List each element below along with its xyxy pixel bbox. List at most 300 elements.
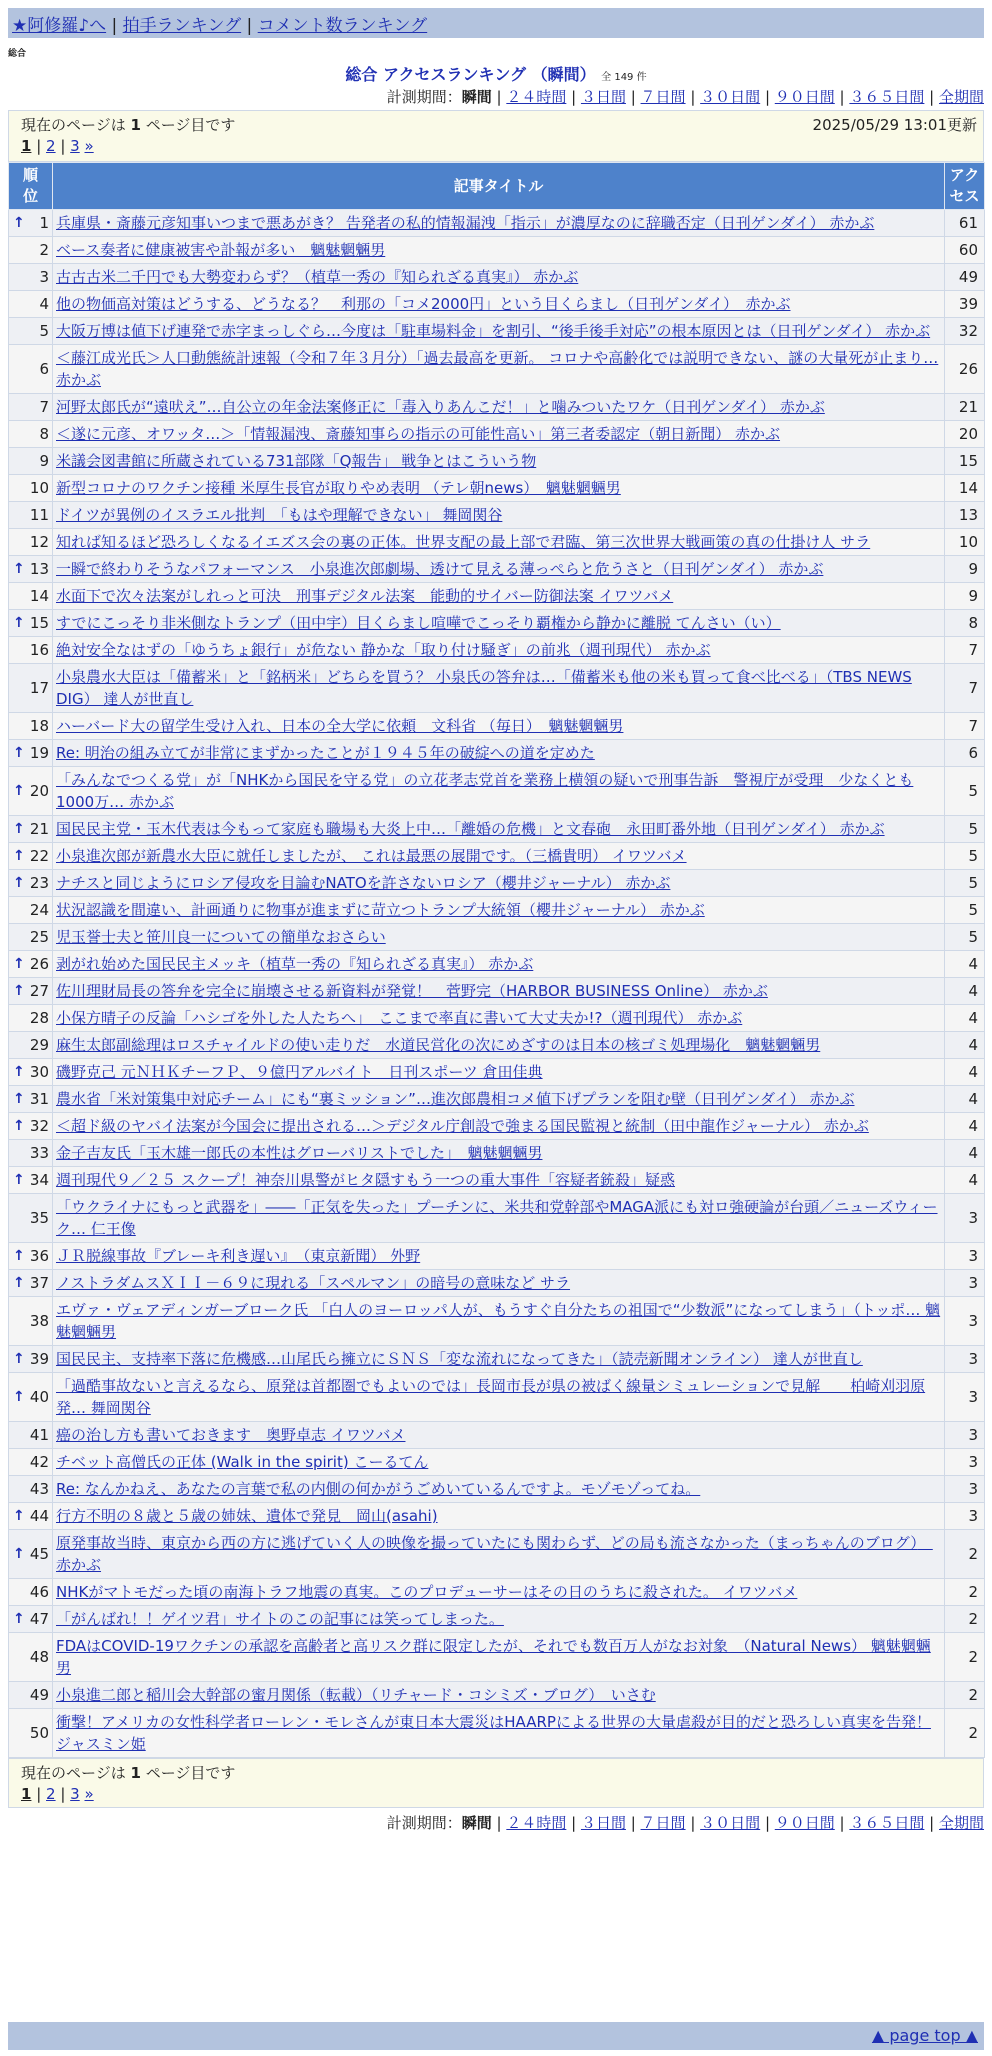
title-cell (53, 502, 945, 529)
rank-up-arrow-icon: ↑ (13, 1172, 25, 1188)
article-link[interactable]: 絶対安全なはずの「ゆうちょ銀行」が危ない 静かな「取り付け騒ぎ」の前兆（週刊現代） 赤かぶ (56, 641, 711, 659)
rank-up-arrow-icon: ↑ (13, 215, 25, 231)
rank-number: 14 (29, 587, 49, 605)
access-count: 3 (945, 1449, 985, 1476)
access-count: 6 (945, 740, 985, 767)
rank-cell (9, 816, 53, 843)
rank-number: 7 (39, 398, 49, 416)
article-link[interactable]: チベット高僧氏の正体 (Walk in the spirit) こーるてん (56, 1453, 429, 1471)
period-current: 瞬間 (461, 1814, 492, 1832)
period-current: 瞬間 (461, 88, 492, 106)
article-link[interactable]: ＜藤江成光氏＞人口動態統計速報（令和７年３月分）「過去最高を更新。 コロナや高齢化では説明できない、謎の大量死が止まり… 赤かぶ (56, 349, 939, 389)
nav-separator: | (111, 16, 118, 36)
access-count: 5 (945, 897, 985, 924)
title-cell (53, 1633, 945, 1682)
article-link[interactable]: 他の物価高対策はどうする、どうなる？ 利那の「コメ2000円」という目くらまし（日刊ゲンダイ） 赤かぶ (56, 295, 791, 313)
page-separator: | (31, 137, 47, 155)
period-option[interactable]: 全期間 (938, 88, 984, 106)
rank-cell (9, 1005, 53, 1032)
period-separator: | (625, 88, 641, 106)
rank-cell (9, 291, 53, 318)
table-header-row (9, 163, 985, 210)
rank-number: 43 (29, 1480, 49, 1498)
title-cell (53, 1449, 945, 1476)
access-count: 14 (945, 475, 985, 502)
rank-cell (9, 1476, 53, 1503)
article-link[interactable]: すでにこっそり非米側なトランプ（田中宇）目くらまし喧嘩でこっそり覇権から静かに離脱 てんさい（い） (56, 614, 781, 632)
rank-cell (9, 870, 53, 897)
title-cell (53, 1167, 945, 1194)
access-count: 2 (945, 1606, 985, 1633)
table-row (9, 1005, 985, 1032)
page-link[interactable]: 2 (46, 137, 56, 155)
rank-up-arrow-icon: ↑ (13, 1275, 25, 1291)
next-page-link[interactable]: » (84, 1785, 94, 1803)
table-row (9, 924, 985, 951)
table-row (9, 1140, 985, 1167)
rank-number: 25 (29, 928, 49, 946)
footer-bar (8, 2022, 984, 2050)
table-row (9, 1709, 985, 1758)
period-separator: | (685, 1814, 701, 1832)
article-link[interactable]: 金子吉友氏「玉木雄一郎氏の本性はグローバリストでした」 魑魅魍魎男 (56, 1144, 543, 1162)
table-row (9, 1346, 985, 1373)
rank-cell (9, 1140, 53, 1167)
table-row (9, 1194, 985, 1243)
access-count: 2 (945, 1579, 985, 1606)
article-link[interactable]: 週刊現代９／２５ スクープ！神奈川県警がヒタ隠すもう一つの重大事件「容疑者銃殺」疑惑 (56, 1171, 676, 1189)
rank-number: 49 (29, 1686, 49, 1704)
table-row (9, 583, 985, 610)
next-page-link[interactable]: » (84, 137, 94, 155)
rank-number: 15 (29, 614, 49, 632)
table-row (9, 767, 985, 816)
rank-cell (9, 502, 53, 529)
period-separator: | (566, 88, 581, 106)
access-count: 9 (945, 583, 985, 610)
title-cell (53, 318, 945, 345)
access-count: 4 (945, 1005, 985, 1032)
period-option[interactable]: ７日間 (640, 88, 686, 106)
rank-number: 17 (29, 679, 49, 697)
access-count: 3 (945, 1194, 985, 1243)
title-cell (53, 1579, 945, 1606)
table-row (9, 1032, 985, 1059)
period-option[interactable]: 全期間 (938, 1814, 984, 1832)
title-cell (53, 1346, 945, 1373)
clap-ranking-link[interactable]: 拍手ランキング (122, 16, 242, 36)
access-count: 3 (945, 1503, 985, 1530)
rank-up-arrow-icon: ↑ (13, 615, 25, 631)
rank-number: 19 (29, 744, 49, 762)
pagination-top (21, 137, 971, 155)
period-separator: | (834, 1814, 850, 1832)
article-link[interactable]: ノストラダムスＸＩＩ－６９に現れる「スペルマン」の暗号の意味など サラ (56, 1274, 571, 1292)
rank-number: 24 (29, 901, 49, 919)
title-cell (53, 978, 945, 1005)
title-cell (53, 637, 945, 664)
article-link[interactable]: 国民民主党・玉木代表は今もって家庭も職場も大炎上中…「離婚の危機」と文春砲 永田町番外地（日刊ゲンダイ） 赤かぶ (56, 820, 885, 838)
period-option[interactable]: ７日間 (640, 1814, 686, 1832)
article-link[interactable]: 「がんばれ！！ゲイツ君」サイトのこの記事には笑ってしまった。 (56, 1610, 504, 1628)
rank-cell (9, 713, 53, 740)
article-link[interactable]: ドイツが異例のイスラエル批判 「もはや理解できない」 舞岡関谷 (56, 506, 503, 524)
access-count: 13 (945, 502, 985, 529)
title-cell (53, 1059, 945, 1086)
rank-up-arrow-icon: ↑ (13, 875, 25, 891)
access-count: 2 (945, 1682, 985, 1709)
page-info-top (8, 110, 984, 162)
rank-cell (9, 421, 53, 448)
title-cell (53, 1606, 945, 1633)
rank-number: 42 (29, 1453, 49, 1471)
rank-up-arrow-icon: ↑ (13, 821, 25, 837)
period-option[interactable]: ３日間 (580, 1814, 626, 1832)
table-row (9, 1113, 985, 1140)
access-count: 2 (945, 1530, 985, 1579)
table-row (9, 951, 985, 978)
table-row (9, 843, 985, 870)
table-row (9, 1422, 985, 1449)
title-cell (53, 713, 945, 740)
table-row (9, 210, 985, 237)
page-link-current[interactable]: 1 (21, 1785, 32, 1803)
rank-cell (9, 1606, 53, 1633)
access-count: 2 (945, 1633, 985, 1682)
rank-number: 2 (39, 241, 49, 259)
page-link[interactable]: 2 (46, 1785, 56, 1803)
rank-header: 順 位 (9, 163, 53, 210)
article-link[interactable]: 児玉誉士夫と笹川良一についての簡単なおさらい (56, 928, 386, 946)
access-count: 4 (945, 1140, 985, 1167)
rank-cell (9, 1059, 53, 1086)
table-row (9, 237, 985, 264)
table-row (9, 421, 985, 448)
rank-cell (9, 1709, 53, 1758)
page-status: 現在のページは 1 ページ目です (21, 1764, 236, 1782)
title-cell (53, 1113, 945, 1140)
period-separator: | (924, 1814, 939, 1832)
article-link[interactable]: 麻生太郎副総理はロスチャイルドの使い走りだ 水道民営化の次にめざすのは日本の核ゴミ処理場化 魑魅魍魎男 (56, 1036, 821, 1054)
article-link[interactable]: 小泉農水大臣は「備蓄米」と「銘柄米」どちらを買う？ 小泉氏の答弁は…「備蓄米も他の米も買って食べ比べる」（TBS NEWS DIG） 達人が世直し (56, 668, 912, 708)
period-option[interactable]: ３日間 (580, 88, 626, 106)
title-cell (53, 529, 945, 556)
table-row (9, 1086, 985, 1113)
article-link[interactable]: ナチスと同じようにロシア侵攻を目論むNATOを許さないロシア（櫻井ジャーナル） 赤かぶ (56, 874, 671, 892)
table-row (9, 1579, 985, 1606)
article-link[interactable]: 小保方晴子の反論「ハシゴを外した人たちへ」 ここまで率直に書いて大丈夫か!?（週刊現代） 赤かぶ (56, 1009, 743, 1027)
page-top-link[interactable]: ▲ page top ▲ (871, 2026, 978, 2045)
title-cell (53, 291, 945, 318)
article-link[interactable]: 癌の治し方も書いておきます 奥野卓志 イワツバメ (56, 1426, 406, 1444)
table-row (9, 1373, 985, 1422)
article-link[interactable]: 農水省「米対策集中対応チーム」にも“裏ミッション”…進次郎農相コメ値下げプランを阻む壁（日刊ゲンダイ） 赤かぶ (56, 1090, 855, 1108)
article-link[interactable]: 原発事故当時、東京から西の方に逃げていく人の映像を撮っていたにも関わらず、どの局も流さなかった（まっちゃんのブログ） 赤かぶ (56, 1534, 933, 1574)
access-count: 61 (945, 210, 985, 237)
rank-up-arrow-icon: ↑ (13, 956, 25, 972)
rank-up-arrow-icon: ↑ (13, 1546, 25, 1562)
article-link[interactable]: NHKがマトモだった頃の南海トラフ地震の真実。このプロデューサーはその日のうちに殺された。 イワツバメ (56, 1583, 798, 1601)
article-link[interactable]: FDAはCOVID-19ワクチンの承認を高齢者と高リスク群に限定したが、それでも数百万人がなお対象 （Natural News） 魑魅魍魎男 (56, 1637, 931, 1677)
period-separator: | (566, 1814, 581, 1832)
rank-cell (9, 1579, 53, 1606)
rank-up-arrow-icon: ↑ (13, 783, 25, 799)
period-label: 計測期間： (386, 88, 462, 106)
access-count: 7 (945, 713, 985, 740)
access-count: 5 (945, 924, 985, 951)
rank-cell (9, 448, 53, 475)
rank-cell (9, 556, 53, 583)
article-link[interactable]: 「ウクライナにもっと武器を」――「正気を失った」プーチンに、米共和党幹部やMAGA派にも対ロ強硬論が台頭／ニューズウィーク… 仁王像 (56, 1198, 938, 1238)
title-cell (53, 1682, 945, 1709)
page-status: 現在のページは 1 ページ目です (21, 116, 236, 134)
access-count: 5 (945, 843, 985, 870)
page-link[interactable]: 3 (70, 1785, 80, 1803)
period-option[interactable]: ３０日間 (700, 88, 761, 106)
access-count: 4 (945, 1113, 985, 1140)
rank-up-arrow-icon: ↑ (13, 1248, 25, 1264)
access-count: 4 (945, 1086, 985, 1113)
rank-number: 5 (39, 322, 49, 340)
article-link[interactable]: ＜遂に元彦、オワッタ…＞「情報漏洩、斎藤知事らの指示の可能性高い」第三者委認定（朝日新聞） 赤かぶ (56, 425, 781, 443)
table-row (9, 1503, 985, 1530)
rank-cell (9, 1113, 53, 1140)
article-link[interactable]: 小泉進次郎が新農水大臣に就任しましたが、 これは最悪の展開です。（三橋貴明） イワツバメ (56, 847, 687, 865)
title-cell (53, 583, 945, 610)
page-separator: | (55, 1785, 71, 1803)
article-link[interactable]: 「みんなでつくる党」が「NHKから国民を守る党」の立花孝志党首を業務上横領の疑いで刑事告訴 警視庁が受理 少なくとも1000万… 赤かぶ (56, 771, 914, 811)
rank-number: 22 (29, 847, 49, 865)
article-link[interactable]: 大阪万博は値下げ連発で赤字まっしぐら…今度は「駐車場料金」を割引、“後手後手対応”の根本原因とは（日刊ゲンダイ） 赤かぶ (56, 322, 931, 340)
rank-number: 40 (29, 1388, 49, 1406)
title-cell (53, 210, 945, 237)
rank-up-arrow-icon: ↑ (13, 1508, 25, 1524)
article-link[interactable]: 状況認識を間違い、計画通りに物事が進まずに苛立つトランプ大統領（櫻井ジャーナル） 赤かぶ (56, 901, 705, 919)
rank-up-arrow-icon: ↑ (13, 1091, 25, 1107)
period-separator: | (760, 88, 775, 106)
access-count: 7 (945, 637, 985, 664)
table-row (9, 502, 985, 529)
title-cell (53, 1709, 945, 1758)
table-row (9, 870, 985, 897)
table-row (9, 1243, 985, 1270)
rank-cell (9, 843, 53, 870)
period-selector-bottom (387, 1812, 984, 1833)
table-row (9, 1530, 985, 1579)
rank-number: 30 (29, 1063, 49, 1081)
rank-number: 36 (29, 1247, 49, 1265)
table-row (9, 740, 985, 767)
title-cell (53, 421, 945, 448)
rank-up-arrow-icon: ↑ (13, 983, 25, 999)
article-link[interactable]: 一瞬で終わりそうなパフォーマンス 小泉進次郎劇場、透けて見える薄っぺらと危うさと（日刊ゲンダイ） 赤かぶ (56, 560, 824, 578)
rank-number: 39 (29, 1350, 49, 1368)
rank-number: 21 (29, 820, 49, 838)
page-separator: | (31, 1785, 47, 1803)
rank-number: 27 (29, 982, 49, 1000)
table-row (9, 529, 985, 556)
table-row (9, 1167, 985, 1194)
period-option[interactable]: ３０日間 (700, 1814, 761, 1832)
access-count: 7 (945, 664, 985, 713)
title-cell (53, 664, 945, 713)
pagination-bottom (21, 1785, 971, 1803)
rank-cell (9, 475, 53, 502)
article-link[interactable]: 新型コロナのワクチン接種 米厚生長官が取りやめ表明 （テレ朝news） 魑魅魍魎男 (56, 479, 621, 497)
article-link[interactable]: Re: なんかねえ、あなたの言葉で私の内側の何かがうごめいているんですよ。モゾモゾってね。 (56, 1480, 701, 1498)
comment-ranking-link[interactable]: コメント数ランキング (257, 16, 428, 36)
page-link[interactable]: 3 (70, 137, 80, 155)
page-info-bottom (8, 1758, 984, 1808)
article-link[interactable]: 知れば知るほど恐ろしくなるイエズス会の裏の正体。世界支配の最上部で君臨、第三次世界大戦画策の真の仕掛け人 サラ (56, 533, 871, 551)
rank-number: 45 (29, 1545, 49, 1563)
article-link[interactable]: 剥がれ始めた国民民主メッキ（植草一秀の『知られざる真実』） 赤かぶ (56, 955, 534, 973)
rank-cell (9, 1346, 53, 1373)
access-count: 5 (945, 870, 985, 897)
article-link[interactable]: 米議会図書館に所蔵されている731部隊「Q報告」 戦争とはこういう物 (56, 452, 537, 470)
ranking-table (8, 162, 985, 1758)
access-count: 8 (945, 610, 985, 637)
period-selector-top (387, 86, 984, 107)
rank-number: 12 (29, 533, 49, 551)
title-cell (53, 1086, 945, 1113)
title-cell (53, 1530, 945, 1579)
table-row (9, 713, 985, 740)
article-link[interactable]: 小泉進二郎と稲川会大幹部の蜜月関係（転載）（リチャード・コシミズ・ブログ） いさむ (56, 1686, 656, 1704)
article-link[interactable]: 国民民主、支持率下落に危機感…山尾氏ら擁立にＳＮＳ「変な流れになってきた」（読売新聞オンライン） 達人が世直し (56, 1350, 863, 1368)
period-option[interactable]: ２４時間 (506, 88, 567, 106)
access-count: 10 (945, 529, 985, 556)
access-count: 49 (945, 264, 985, 291)
period-option[interactable]: ３６５日間 (849, 1814, 925, 1832)
rank-cell (9, 1243, 53, 1270)
title-cell (53, 767, 945, 816)
access-count: 3 (945, 1476, 985, 1503)
rank-cell (9, 1422, 53, 1449)
title-cell (53, 951, 945, 978)
rank-number: 26 (29, 955, 49, 973)
rank-up-arrow-icon: ↑ (13, 1064, 25, 1080)
access-count: 5 (945, 767, 985, 816)
article-link[interactable]: 「過酷事故ないと言えるなら、原発は首都圏でもよいのでは」長岡市長が県の被ばく線量シミュレーションで見解 柏崎刈羽原発… 舞岡関谷 (56, 1377, 926, 1417)
article-link[interactable]: 古古古米二千円でも大勢変わらず？（植草一秀の『知られざる真実』） 赤かぶ (56, 268, 579, 286)
title-cell (53, 1373, 945, 1422)
period-separator: | (834, 88, 850, 106)
article-link[interactable]: 水面下で次々法案がしれっと可決 刑事デジタル法案 能動的サイバー防御法案 イワツバメ (56, 587, 674, 605)
article-link[interactable]: 磯野克己 元ＮＨＫチーフＰ、９億円アルバイト 日刊スポーツ 倉田佳典 (56, 1063, 543, 1081)
table-row (9, 1606, 985, 1633)
access-count: 4 (945, 951, 985, 978)
rank-up-arrow-icon: ↑ (13, 745, 25, 761)
rank-cell (9, 1194, 53, 1243)
page-title (0, 62, 992, 85)
table-row (9, 1270, 985, 1297)
title-cell (53, 448, 945, 475)
page-link-current[interactable]: 1 (21, 137, 32, 155)
table-row (9, 318, 985, 345)
access-count: 60 (945, 237, 985, 264)
rank-cell (9, 637, 53, 664)
title-cell (53, 1140, 945, 1167)
table-row (9, 475, 985, 502)
rank-cell (9, 610, 53, 637)
table-row (9, 1449, 985, 1476)
rank-number: 44 (29, 1507, 49, 1525)
article-link[interactable]: ベース奏者に健康被害や訃報が多い 魑魅魍魎男 (56, 241, 386, 259)
rank-up-arrow-icon: ↑ (13, 1389, 25, 1405)
rank-up-arrow-icon: ↑ (13, 1351, 25, 1367)
category-label: 総合 (8, 49, 27, 59)
table-row (9, 637, 985, 664)
rank-number: 35 (29, 1209, 49, 1227)
table-row (9, 1682, 985, 1709)
title-cell (53, 475, 945, 502)
table-row (9, 1059, 985, 1086)
access-count: 20 (945, 421, 985, 448)
article-link[interactable]: 衝撃！アメリカの女性科学者ローレン・モレさんが東日本大震災はHAARPによる世界の大量虐殺が目的だと恐ろしい真実を告発！ ジャスミン姫 (56, 1713, 931, 1753)
period-option[interactable]: ９０日間 (774, 88, 835, 106)
article-link[interactable]: 行方不明の８歳と５歳の姉妹、遺体で発見 岡山(asahi) (56, 1507, 438, 1525)
rank-cell (9, 1633, 53, 1682)
home-link[interactable]: ★阿修羅♪へ (12, 16, 107, 36)
access-count: 3 (945, 1346, 985, 1373)
article-link[interactable]: Re: 明治の組み立てが非常にまずかったことが１９４５年の破綻への道を定めた (56, 744, 595, 762)
period-separator: | (685, 88, 701, 106)
rank-number: 37 (29, 1274, 49, 1292)
article-link[interactable]: ＜超ド級のヤバイ法案が今国会に提出される…＞デジタル庁創設で強まる国民監視と統制（田中龍作ジャーナル） 赤かぶ (56, 1117, 869, 1135)
table-row (9, 556, 985, 583)
rank-cell (9, 1032, 53, 1059)
period-option[interactable]: ３６５日間 (849, 88, 925, 106)
rank-cell (9, 318, 53, 345)
rank-number: 6 (39, 360, 49, 378)
access-count: 9 (945, 556, 985, 583)
article-link[interactable]: エヴァ・ヴェアディンガーブローク氏 「白人のヨーロッパ人が、もうすぐ自分たちの祖国で“少数派”になってしまう」（トッポ… 魑魅魍魎男 (56, 1301, 941, 1341)
title-cell (53, 816, 945, 843)
period-label: 計測期間： (386, 1814, 462, 1832)
rank-cell (9, 1530, 53, 1579)
rank-cell (9, 740, 53, 767)
period-separator: | (491, 1814, 507, 1832)
article-link[interactable]: 兵庫県・斎藤元彦知事いつまで悪あがき？ 告発者の私的情報漏洩「指示」が濃厚なのに辞職否定（日刊ゲンダイ） 赤かぶ (56, 214, 875, 232)
table-row (9, 978, 985, 1005)
rank-cell (9, 767, 53, 816)
access-count: 32 (945, 318, 985, 345)
title-cell (53, 394, 945, 421)
period-option[interactable]: ２４時間 (506, 1814, 567, 1832)
article-link[interactable]: ＪＲ脱線事故『ブレーキ利き遅い』 （東京新聞） 外野 (56, 1247, 421, 1265)
article-link[interactable]: 河野太郎氏が“遠吠え”…自公立の年金法案修正に「毒入りあんこだ！」と噛みついたワケ（日刊ゲンダイ） 赤かぶ (56, 398, 825, 416)
period-option[interactable]: ９０日間 (774, 1814, 835, 1832)
rank-cell (9, 1297, 53, 1346)
access-count: 3 (945, 1373, 985, 1422)
rank-number: 46 (29, 1583, 49, 1601)
period-separator: | (924, 88, 939, 106)
access-count: 15 (945, 448, 985, 475)
article-link[interactable]: ハーバード大の留学生受け入れ、日本の全大学に依頼 文科省 （毎日） 魑魅魍魎男 (56, 717, 624, 735)
article-link[interactable]: 佐川理財局長の答弁を完全に崩壊させる新資料が発覚！ 菅野完（HARBOR BUSINESS Online） 赤かぶ (56, 982, 768, 1000)
access-count: 39 (945, 291, 985, 318)
rank-number: 31 (29, 1090, 49, 1108)
rank-cell (9, 951, 53, 978)
rank-cell (9, 1270, 53, 1297)
title-cell (53, 1422, 945, 1449)
rank-number: 48 (29, 1648, 49, 1666)
title-cell (53, 237, 945, 264)
access-count: 26 (945, 345, 985, 394)
title-cell (53, 843, 945, 870)
title-header: 記事タイトル (53, 163, 945, 210)
